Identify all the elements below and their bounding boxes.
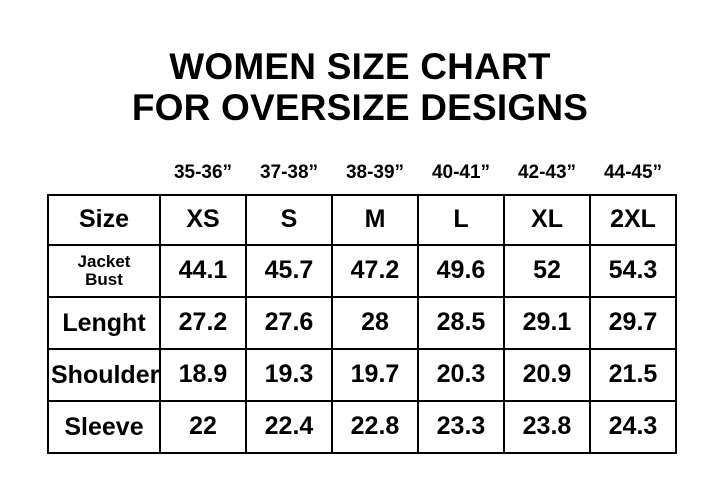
cell-sleeve-m: 22.8 <box>332 401 418 453</box>
row-label-line-1: Jacket <box>77 252 131 272</box>
cell-lenght-xs: 27.2 <box>160 297 246 349</box>
row-label-sleeve: Sleeve <box>48 401 160 453</box>
measurement-corner-blank <box>48 155 160 195</box>
column-header-s: S <box>246 195 332 245</box>
measurement-xl: 42-43” <box>517 161 577 183</box>
measurement-m: 38-39” <box>345 161 405 183</box>
table-row <box>48 401 676 453</box>
measurement-s: 37-38” <box>259 161 319 183</box>
column-header-xs: XS <box>160 195 246 245</box>
cell-jacket-bust-s: 45.7 <box>246 245 332 297</box>
cell-sleeve-l: 23.3 <box>418 401 504 453</box>
table-row <box>48 349 676 401</box>
cell-shoulder-m: 19.7 <box>332 349 418 401</box>
cell-sleeve-s: 22.4 <box>246 401 332 453</box>
cell-jacket-bust-xl: 52 <box>504 245 590 297</box>
size-header-row <box>48 195 676 245</box>
page-title <box>0 0 720 129</box>
cell-shoulder-s: 19.3 <box>246 349 332 401</box>
cell-lenght-xl: 29.1 <box>504 297 590 349</box>
cell-jacket-bust-l: 49.6 <box>418 245 504 297</box>
measurement-l: 40-41” <box>431 161 491 183</box>
cell-shoulder-xl: 20.9 <box>504 349 590 401</box>
cell-shoulder-l: 20.3 <box>418 349 504 401</box>
cell-sleeve-xs: 22 <box>160 401 246 453</box>
cell-lenght-m: 28 <box>332 297 418 349</box>
cell-lenght-s: 27.6 <box>246 297 332 349</box>
row-label-jacket-bust <box>48 245 160 297</box>
size-chart-table <box>47 155 677 454</box>
measurement-header-row <box>48 155 676 195</box>
row-label-line-2: Bust <box>85 269 123 289</box>
cell-sleeve-2xl: 24.3 <box>590 401 676 453</box>
table-row <box>48 297 676 349</box>
title-line-2: FOR OVERSIZE DESIGNS <box>131 87 589 129</box>
cell-shoulder-xs: 18.9 <box>160 349 246 401</box>
cell-shoulder-2xl: 21.5 <box>590 349 676 401</box>
cell-lenght-2xl: 29.7 <box>590 297 676 349</box>
title-line-1: WOMEN SIZE CHART <box>169 46 551 87</box>
column-header-m: M <box>332 195 418 245</box>
cell-jacket-bust-2xl: 54.3 <box>590 245 676 297</box>
cell-sleeve-xl: 23.8 <box>504 401 590 453</box>
column-header-2xl: 2XL <box>590 195 676 245</box>
table-row <box>48 245 676 297</box>
cell-jacket-bust-m: 47.2 <box>332 245 418 297</box>
cell-lenght-l: 28.5 <box>418 297 504 349</box>
measurement-xs: 35-36” <box>173 161 233 183</box>
size-chart-container <box>47 129 673 454</box>
column-header-l: L <box>418 195 504 245</box>
column-header-xl: XL <box>504 195 590 245</box>
row-label-lenght: Lenght <box>48 297 160 349</box>
column-header-size: Size <box>48 195 160 245</box>
row-label-shoulder: Shoulder <box>48 349 160 401</box>
measurement-2xl: 44-45” <box>603 161 663 183</box>
cell-jacket-bust-xs: 44.1 <box>160 245 246 297</box>
